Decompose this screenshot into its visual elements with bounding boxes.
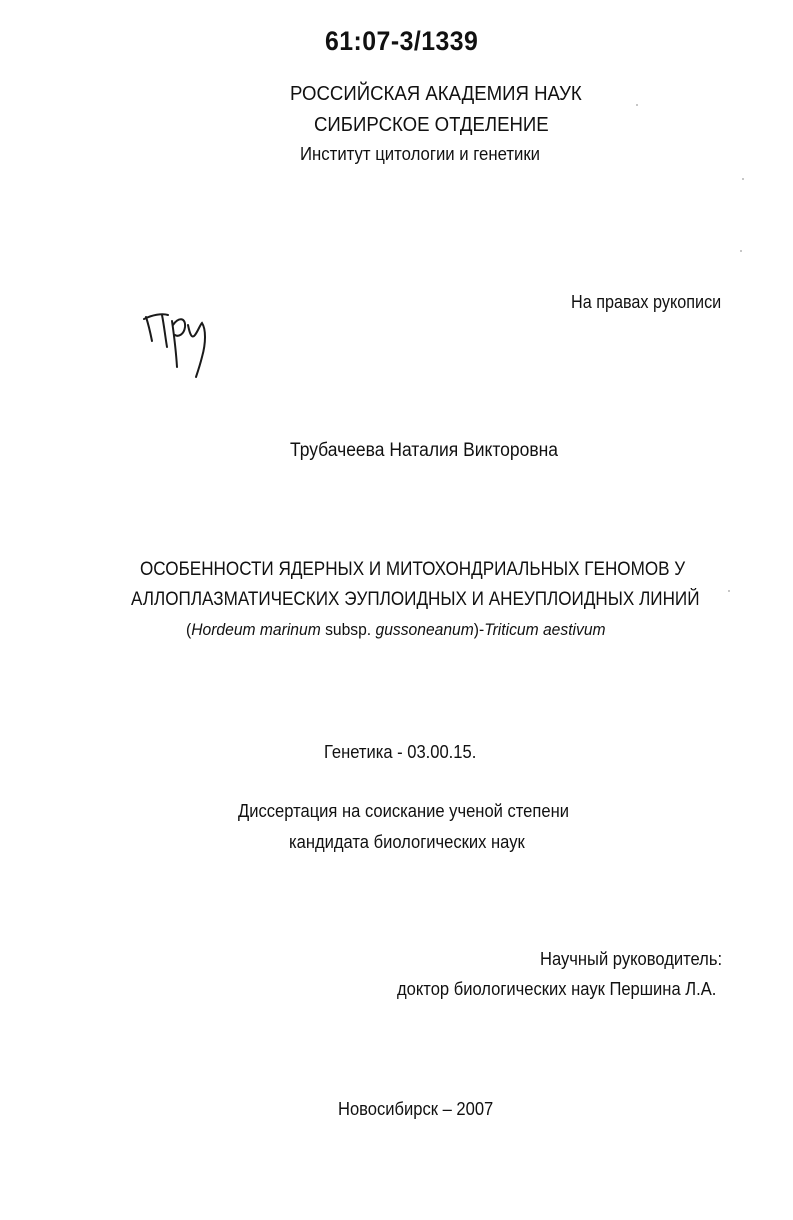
branch-name: СИБИРСКОЕ ОТДЕЛЕНИЕ <box>314 114 549 136</box>
handwritten-signature <box>140 295 230 385</box>
scan-speck <box>636 104 638 106</box>
species-triticum-aestivum: Triticum aestivum <box>484 620 606 639</box>
title-line-3 <box>186 621 606 638</box>
registry-number: 61:07-3/1339 <box>325 26 479 56</box>
institute-name: Институт цитологии и генетики <box>300 144 541 164</box>
title-line-1: ОСОБЕННОСТИ ЯДЕРНЫХ И МИТОХОНДРИАЛЬНЫХ ГЕНОМОВ У <box>140 559 686 580</box>
supervisor-name: доктор биологических наук Першина Л.А. <box>397 979 717 999</box>
subsp-abbreviation: subsp. <box>320 620 376 639</box>
academy-name: РОССИЙСКАЯ АКАДЕМИЯ НАУК <box>290 83 582 105</box>
subspecies-gussoneanum: gussoneanum <box>375 620 474 639</box>
supervisor-label: Научный руководитель: <box>540 949 723 969</box>
specialty-code: Генетика - 03.00.15. <box>324 742 477 762</box>
scan-speck <box>740 250 742 252</box>
author-name: Трубачеева Наталия Викторовна <box>290 440 559 461</box>
rights-note: На правах рукописи <box>571 292 722 312</box>
scan-speck <box>742 178 744 180</box>
title-line-2: АЛЛОПЛАЗМАТИЧЕСКИХ ЭУПЛОИДНЫХ И АНЕУПЛОИДНЫХ ЛИНИЙ <box>131 589 700 610</box>
title-open-paren: ( <box>186 620 192 639</box>
dissertation-degree-line-2: кандидата биологических наук <box>289 832 525 852</box>
species-hordeum-marinum: Hordeum marinum <box>191 620 321 639</box>
scan-speck <box>728 590 730 592</box>
dissertation-degree-line-1: Диссертация на соискание ученой степени <box>238 801 569 821</box>
title-close-paren-dash: )- <box>473 620 485 639</box>
place-and-year: Новосибирск – 2007 <box>338 1099 494 1119</box>
